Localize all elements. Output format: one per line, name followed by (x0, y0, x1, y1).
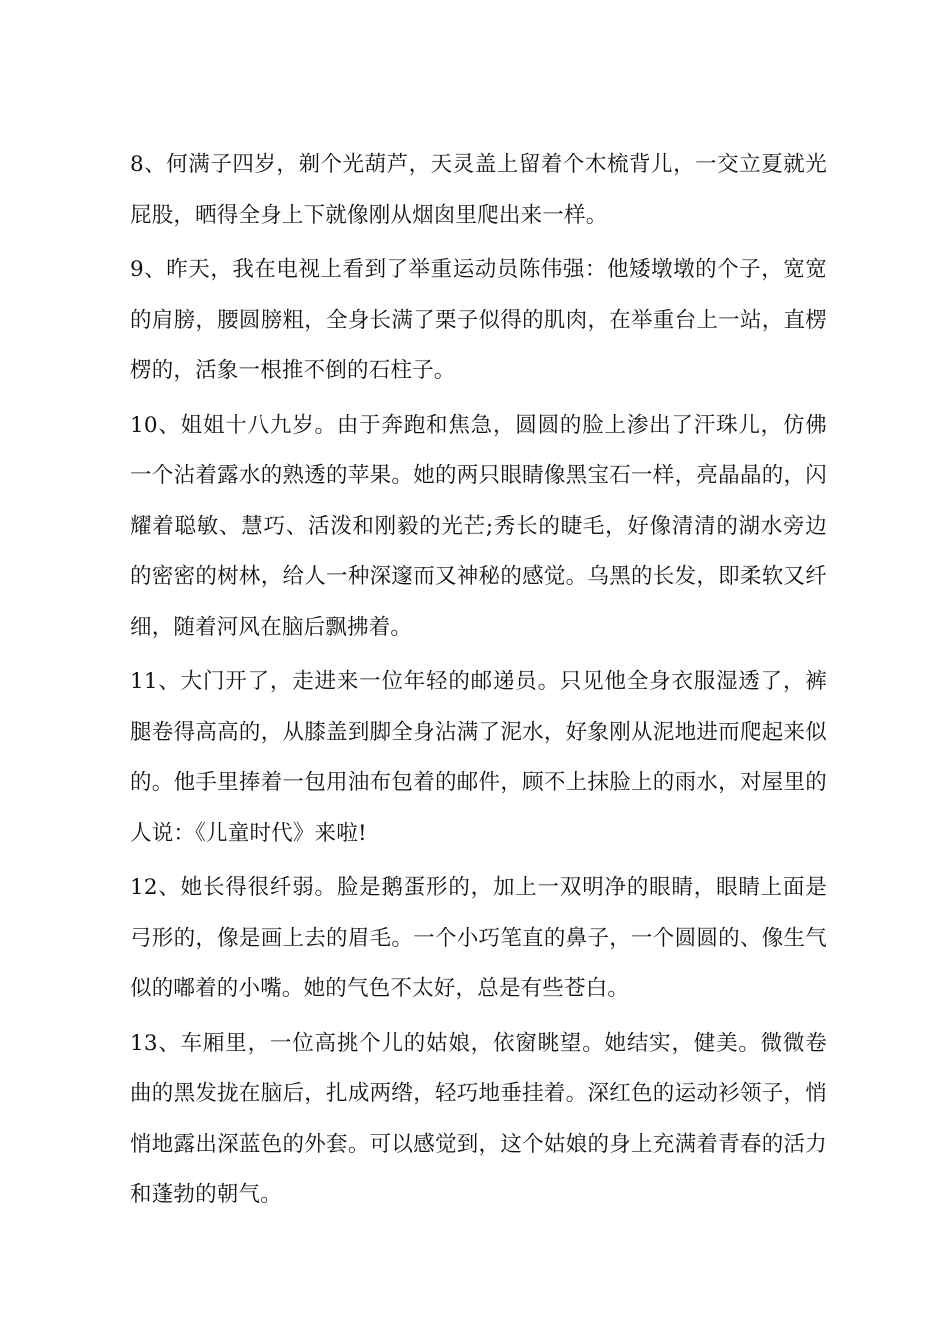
document-body (130, 140, 827, 1225)
paragraph-11: 11、大门开了，走进来一位年轻的邮递员。只见他全身衣服湿透了，裤腿卷得高高的，从膝盖到脚全身沾满了泥水，好象刚从泥地进而爬起来似的。他手里捧着一包用油布包着的邮件，顾不上抹脸上的雨水，对屋里的人说：《儿童时代》来啦! (130, 669, 827, 846)
paragraph-9: 9、昨天，我在电视上看到了举重运动员陈伟强：他矮墩墩的个子，宽宽的肩膀，腰圆膀粗，全身长满了栗子似得的肌肉，在举重台上一站，直楞楞的，活象一根推不倒的石柱子。 (130, 257, 827, 383)
paragraph-13: 13、车厢里，一位高挑个儿的姑娘，依窗眺望。她结实，健美。微微卷曲的黑发拢在脑后，扎成两绺，轻巧地垂挂着。深红色的运动衫领子，悄悄地露出深蓝色的外套。可以感觉到，这个姑娘的身上充满着青春的活力和蓬勃的朝气。 (130, 1030, 827, 1207)
paragraph-8: 8、何满子四岁，剃个光葫芦，天灵盖上留着个木梳背儿，一交立夏就光屁股，晒得全身上下就像刚从烟囱里爬出来一样。 (130, 152, 827, 228)
paragraph-10: 10、姐姐十八九岁。由于奔跑和焦急，圆圆的脸上渗出了汗珠儿，仿佛一个沾着露水的熟透的苹果。她的两只眼睛像黑宝石一样，亮晶晶的，闪耀着聪敏、慧巧、活泼和刚毅的光芒;秀长的睫毛，好像清清的湖水旁边的密密的树林，给人一种深邃而又神秘的感觉。乌黑的长发，即柔软又纤细，随着河风在脑后飘拂着。 (130, 412, 827, 640)
paragraph-12: 12、她长得很纤弱。脸是鹅蛋形的，加上一双明净的眼睛，眼睛上面是弓形的，像是画上去的眉毛。一个小巧笔直的鼻子，一个圆圆的、像生气似的嘟着的小嘴。她的气色不太好，总是有些苍白。 (130, 875, 827, 1001)
